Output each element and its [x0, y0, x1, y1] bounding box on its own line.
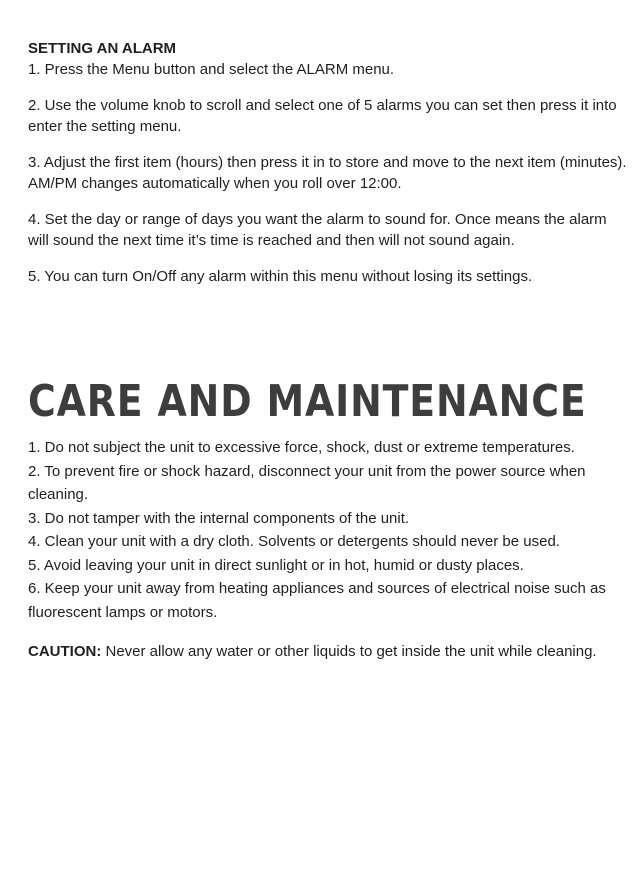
alarm-step-1: 1. Press the Menu button and select the ALARM menu. — [28, 61, 395, 78]
alarm-step-4: 4. Set the day or range of days you want the alarm to sound for. Once means the alarm will sound the next time it’s time is reached and then will not sound again. — [28, 211, 607, 249]
care-item-3: 3. Do not tamper with the internal components of the unit. — [28, 509, 410, 527]
caution-text: Never allow any water or other liquids to get inside the unit while cleaning. — [101, 643, 597, 660]
caution-note — [28, 640, 618, 663]
care-item-1: 1. Do not subject the unit to excessive force, shock, dust or extreme temperatures. — [28, 439, 575, 456]
alarm-heading: SETTING AN ALARM — [28, 40, 177, 57]
alarm-step-5: 5. You can turn On/Off any alarm within this menu without losing its settings. — [28, 268, 533, 285]
care-maintenance-title: CARE AND MAINTENANCE — [28, 376, 587, 427]
care-item-6: 6. Keep your unit away from heating appliances and sources of electrical noise such as fluorescent lamps or motors. — [28, 580, 606, 621]
alarm-step-2: 2. Use the volume knob to scroll and select one of 5 alarms you can set then press it into enter the setting menu. — [28, 97, 617, 135]
alarm-step-3: 3. Adjust the first item (hours) then press it in to store and move to the next item (minutes). AM/PM changes automatically when you roll over 12:00. — [28, 154, 627, 192]
alarm-section — [28, 38, 628, 287]
caution-label: CAUTION: — [28, 643, 102, 660]
care-list — [28, 436, 634, 624]
care-item-2: 2. To prevent fire or shock hazard, disconnect your unit from the power source when cleaning. — [28, 462, 586, 503]
care-item-4: 4. Clean your unit with a dry cloth. Solvents or detergents should never be used. — [28, 533, 560, 550]
care-item-5: 5. Avoid leaving your unit in direct sunlight or in hot, humid or dusty places. — [28, 556, 524, 574]
